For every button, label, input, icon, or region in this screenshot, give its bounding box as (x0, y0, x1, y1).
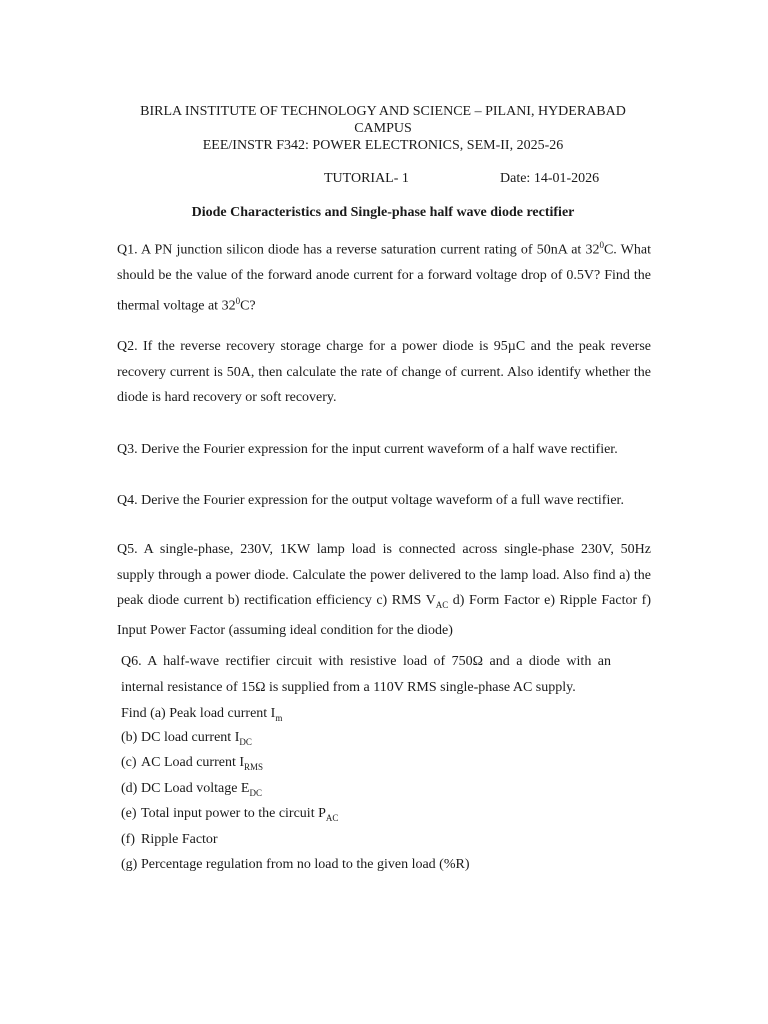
part-subscript: RMS (244, 762, 264, 773)
question-2: Q2. If the reverse recovery storage charge for a power diode is 95µC and the peak reverse recovery current is 50A, then calculate the rate of change of current. Also identify whether the diode is hard recovery or soft recovery. (117, 339, 651, 405)
part-text: Ripple Factor (141, 831, 218, 847)
find-subscript: m (275, 712, 283, 723)
part-label: (e) (121, 806, 137, 822)
part-label: (d) (121, 780, 138, 796)
institution-header (100, 103, 666, 154)
tutorial-date: Date: 14-01-2026 (500, 171, 600, 186)
question-3: Q3. Derive the Fourier expression for the input current waveform of a half wave rectifier. (117, 442, 618, 457)
part-subscript: DC (239, 736, 252, 747)
find-text: Find (a) Peak load current I (121, 706, 276, 721)
list-item (121, 776, 470, 801)
institution-name: BIRLA INSTITUTE OF TECHNOLOGY AND SCIENCE – PILANI, HYDERABAD (140, 104, 626, 119)
question-1-text-c: C? (240, 298, 256, 314)
part-subscript: DC (249, 787, 262, 798)
question-5-text-b: d) Form Factor e) Ripple Factor f) Input Power Factor (assuming ideal condition for the diode) (117, 593, 652, 639)
part-text: Total input power to the circuit P (141, 806, 326, 822)
tutorial-subtitle: Diode Characteristics and Single-phase half wave diode rectifier (191, 205, 575, 220)
part-text: DC load current I (141, 730, 240, 745)
part-label: (f) (121, 831, 135, 847)
list-item (121, 801, 470, 826)
part-label: (b) (121, 730, 138, 745)
question-5-subscript: AC (435, 599, 449, 610)
question-1 (117, 233, 651, 319)
question-5 (117, 537, 651, 644)
tutorial-label: TUTORIAL- 1 (324, 171, 409, 186)
course-title: EEE/INSTR F342: POWER ELECTRONICS, SEM-II, 2025-26 (202, 138, 564, 153)
part-label: (g) (121, 856, 138, 872)
list-item (121, 827, 470, 852)
question-4: Q4. Derive the Fourier expression for the output voltage waveform of a full wave rectifier. (117, 493, 624, 508)
question-1-text-b: C. What should be the value of the forward anode current for a forward voltage drop of 0.5V? Find the thermal voltage at 32 (117, 242, 651, 314)
question-1-text-a: Q1. A PN junction silicon diode has a reverse saturation current rating of 50nA at 32 (117, 242, 600, 258)
part-label: (c) (121, 755, 137, 771)
institution-campus: CAMPUS (354, 121, 412, 136)
part-subscript: AC (325, 812, 339, 823)
question-1-superscript-a: 0 (599, 240, 604, 250)
tutorial-row (0, 171, 768, 189)
part-text: DC Load voltage E (141, 780, 250, 796)
part-text: AC Load current I (141, 755, 245, 771)
question-6: Q6. A half-wave rectifier circuit with resistive load of 750Ω and a diode with an internal resistance of 15Ω is supplied from a 110V RMS single-phase AC supply. (121, 654, 611, 695)
question-5-text-a: Q5. A single-phase, 230V, 1KW lamp load is connected across single-phase 230V, 50Hz supply through a power diode. Calculate the power delivered to the lamp load. Also find a) the peak diode current b) rectification efficiency c) RMS V (117, 542, 651, 608)
list-item (121, 852, 470, 877)
question-1-superscript-b: 0 (235, 295, 241, 306)
list-item (121, 725, 470, 750)
question-6-parts (121, 725, 470, 877)
list-item (121, 750, 470, 775)
part-text: Percentage regulation from no load to the given load (%R) (141, 856, 470, 872)
